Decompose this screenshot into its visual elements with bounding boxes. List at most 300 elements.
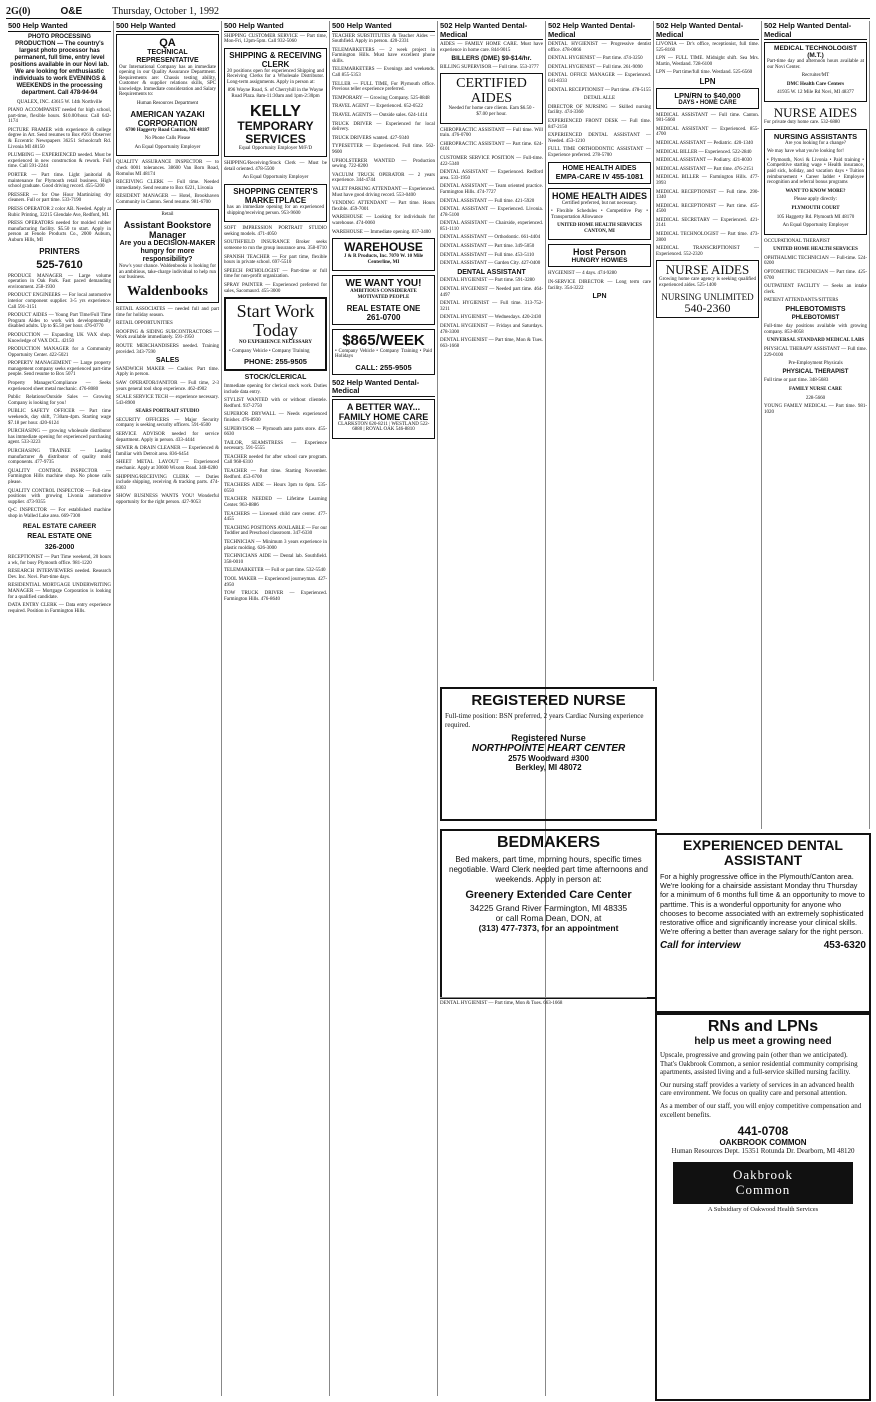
rns-subtitle: help us meet a growing need [694,1036,832,1047]
ad-dental-asst-5: DENTAL ASSISTANT — Chairside, experienced. 851-1110 [440,221,543,232]
ad-kelly-eoe: Equal Opportunity Employer M/F/D [238,145,313,151]
ad-wwy-company: REAL ESTATE ONE [346,303,421,313]
ad-teachers: TEACHERS — Licensed child care center. 477-4455 [224,511,327,523]
ad-product-aides: PRODUCT AIDES — Young Part Time/Full Time Program Aides to work with developmentally disabled adults. Up to $5.50 per hour. 476-0770 [8,313,111,330]
ad-receptionist: RECEPTIONIST — Part Time weekend, 20 hours a wk, for busy Plymouth office. 981-1220 [8,555,111,566]
ad-certified-aides [440,73,543,123]
ad-pc-eoe: An Equal Opportunity Employer [782,223,849,229]
ad-empa-care [548,162,651,184]
ad-patient-attendants: PATIENT ATTENDANTS/SITTERS [764,298,839,304]
ad-sears: SEARS PORTRAIT STUDIO [135,409,200,415]
ad-teaching-positions: TEACHING POSITIONS AVAILABLE — For our Toddler and Preschool classroom. 347-6330 [224,525,328,537]
ad-tool-maker: TOOL MAKER — Experienced journeyman. 427-4950 [224,576,327,588]
ad-med-asst-3: MEDICAL ASSISTANT — Pediatric. 420-1340 [656,140,753,146]
ad-c6-hygienist-1: DENTAL HYGIENIST — Progressive dentist office. 478-0066 [548,42,651,53]
ad-experienced-dental-assistant [655,833,871,1013]
ad-certified-body: Needed for home care clients. Earn $6.50 - $7.00 per hour. [448,106,535,117]
rns-company: OAKBROOK COMMON [719,1138,807,1148]
ad-start-work-phone: PHONE: 255-9505 [244,357,307,367]
lower-note: DENTAL HYGIENIST — Part time, Mon & Tues. 663-1668 [440,1001,563,1006]
rns-phone: 441-0708 [737,1124,789,1139]
ad-nurse-aides-title: NURSE AIDES [773,104,858,120]
column-8 [762,21,870,829]
ad-hygienist-5: DENTAL HYGIENIST — Fridays and Saturdays. 478-3300 [440,324,543,335]
ad-med-recep-2: MEDICAL RECEPTIONIST — Part time. 455-4500 [656,203,759,215]
ad-phlebotomists: PHLEBOTOMISTS [785,306,846,314]
ad-real-estate-career: REAL ESTATE CAREER [22,522,97,530]
ad-yazaki-address: 6700 Haggerty Road Canton, MI 48187 [125,127,210,133]
ad-we-want-you [332,275,435,324]
ad-detail-alle: DETAIL ALLE [583,96,616,102]
ad-ortho-asst: FULL TIME ORTHODONTIC ASSISTANT — Experience preferred. 278-5700 [548,147,651,158]
ad-scale-service: SCALE SERVICE TECH — experience necessary. 543-8900 [116,395,219,406]
ad-nursing-unlimited [656,260,759,317]
ad-walden-logo: Waldenbooks [127,283,208,299]
ad-teller: TELLER — FULL TIME, For Plymouth office. Previous teller experience preferred. [332,81,435,93]
ad-yazaki-company: AMERICAN YAZAKI CORPORATION [130,109,205,128]
ad-press-operator: PRESS OPERATOR 2 color AB. Needed. Apply at Rubic Printing, 32215 Glendale Ave, Redford, MI. [8,207,111,218]
ad-typesetter: TYPESETTER — Experienced. Full time. 562-9600 [332,144,435,155]
ad-wwy-title: WE WANT YOU! [345,278,422,290]
ad-speech: SPEECH PATHOLOGIST — Part-time or full time for non-profit organization. [224,268,327,280]
ad-press-operators: PRESS OPERATORS needed for molded rubber manufacturing facility. $5.50 to start. Apply in person at Fenolo Products Co., 2000 Auburn, Auburn Hills, MI [8,221,111,243]
ad-yazaki-qa: QA [159,36,176,49]
ad-dental-asst-7: DENTAL ASSISTANT — Part time. 349-5050 [440,244,535,250]
ad-med-technologist: MEDICAL TECHNOLOGIST — Part time. 473-2800 [656,232,759,243]
ad-chiro-2: CHIROPRACTIC ASSISTANT — Part time. 624-6101 [440,141,543,153]
oakbrook-tagline: A Subsidiary of Oakwood Health Services [707,1205,819,1213]
ad-production: PRODUCTION — Expanding UK VAX shop. Knowledge of VAX DCL. 42150 [8,332,111,344]
ad-young-family: YOUNG FAMILY MEDICAL — Part time. 981-1020 [764,404,867,415]
ad-pt-body: Full time or part time. 348-5683 [764,378,829,384]
ad-spanish-teacher: SPANISH TEACHER — For part time, flexible hours in private school. 697-5510 [224,254,327,266]
ad-exp-dental-asst: EXPERIENCED DENTAL ASSISTANT — Needed. 453-1210 [548,133,651,144]
ad-start-work-noexp: NO EXPERIENCE NECESSARY [239,340,312,346]
ad-pc-company: PLYMOUTH COURT [791,205,840,211]
page-header [6,4,870,19]
ad-teachers-aide: TEACHERS AIDE — Hours 3pm to 6pm. 535-0550 [224,483,327,494]
ad-uhh-perks: • Flexible Schedules • Competitive Pay • Transportation Allowance [551,209,648,220]
ad-marketplace-title: SHOPPING CENTER'S MARKETPLACE [233,187,318,206]
section-heading-dental: 502 Help Wanted Dental-Medical [332,379,435,397]
rn-company: NORTHPOINTE HEART CENTER [471,743,626,754]
ad-security: SECURITY OFFICERS — Major Security company is seeking security officers. 591-6500 [116,417,219,429]
section-heading: 502 Help Wanted Dental-Medical [656,22,759,40]
ad-dental-asst-6: DENTAL ASSISTANT — Orthodontic. 661-4404 [440,235,541,241]
ad-presser: PRESSER — for One Hour Martinizing dry cleaners. Full or part time. 533-7190 [8,192,111,204]
ad-purchasing: PURCHASING — growing wholesale distributor has immediate opening for experienced purchasing agent. 533-3223 [8,429,111,446]
ad-dental-asst-4: DENTAL ASSISTANT — Experienced. Livonia. 478-5100 [440,207,543,218]
ad-med-asst-5: MEDICAL ASSISTANT — Part time. 476-2151 [656,166,754,172]
ad-dmc-recruiter: Recruiter/MT [801,73,830,79]
ad-public-safety: PUBLIC SAFETY OFFICER — Part time weekends, day shift, 7:30am-4pm. Starting wage $7.18 per hour. 420-6124 [8,409,111,426]
ad-nu-title: NURSE AIDES [665,262,750,278]
ad-piano: PIANO ACCOMPANIST needed for high school, part-time, flexible hours. $10.00/hour. Call 642-1174 [8,108,111,125]
ad-truck-driver: TRUCK DRIVER — Experienced for local delivery. [332,121,435,133]
ad-billers: BILLERS (DME) $9-$14/hr. [451,55,532,63]
ad-supervisor: SUPERVISOR — Plymouth auto parts store. 455-6630 [224,426,327,438]
ad-telemarketers-1: TELEMARKETERS — 2 week project in Farmington Hills. Must have excellent phone skills. [332,47,435,64]
ad-inservice: IN-SERVICE DIRECTOR — Long term care facility. 354-3222 [548,280,651,291]
ad-dental-asst-3: DENTAL ASSISTANT — Full time. 421-5920 [440,198,535,204]
ad-lpn-westland: LPN — Part time/full time. Westland. 525-6560 [656,70,753,76]
ad-teacher-2: TEACHER — Part time. Starting November. Redford. 453-6700 [224,469,327,480]
ad-865-perks: • Company Vehicle • Company Training • Paid Holidays [335,348,432,360]
ad-valet: VALET PARKING ATTENDANT — Experienced. Must have good driving record. 553-0400 [332,186,436,198]
newspaper-name: O&E [60,5,83,17]
rns-address: Human Resources Dept. 15351 Rotunda Dr. Dearborn, MI 48120 [671,1147,855,1156]
ad-tow-truck: TOW TRUCK DRIVER — Experienced. Farmington Hills. 476-8640 [224,591,327,602]
ad-nu-body: Growing home care agency is seeking qualified experienced aides. 525-1400 [659,277,756,289]
rn-body: Full-time position: BSN preferred, 2 years Cardiac Nursing experience required. [445,712,644,729]
ad-stock-clerical-body: Immediate opening for clerical stock work. Duties include data entry. [224,383,327,395]
ad-photo-processing: PHOTO PROCESSING PRODUCTION — The country's largest photo processor has permanent, full time, entry level positions available in our Novi lab. We are looking for enthusiastic individuals to work EVENINGS & WEEKENDS in the processing department. Call 478-94-94 [10,33,109,96]
ad-spray-painter: SPRAY PAINTER — Experienced preferred for sales, Sacomaurd. 455-3000 [224,282,327,294]
ad-qualex: QUALEX, INC. 43615 W. 14th Northville [16,99,103,105]
ad-yazaki-body: Our International Company has an immediate opening in our Quality Assurance Department. Requirements are: Chassis testing ability, Customer & supplier relations skills, SPC knowledge. Immediate consideration and Salary Requirements to: [119,64,216,98]
ad-start-work-perks: • Company Vehicle • Company Training [229,348,310,354]
ad-mortgage: RESIDENTIAL MORTGAGE UNDERWRITING MANAGER — Mortgage Corporation is looking for a qualified candidate. [8,583,111,600]
ad-livonia: LIVONIA — Dr's office, receptionist, full time. 525-8160 [656,42,759,53]
ad-travel-agent: TRAVEL AGENT — Experienced. 652-0522 [332,104,423,110]
ad-pt-assistant: PHYSICAL THERAPY ASSISTANT — Full time. 229-0100 [764,347,867,358]
ad-uhh-company: UNITED HOME HEALTH SERVICES CANTON, MI [557,223,642,234]
ad-teacher-1: TEACHER needed for after school care program. Call 968-6310 [224,454,327,466]
ad-retail-associates: RETAIL ASSOCIATES — needed full and part time for holiday season. [116,306,219,318]
ad-med-asst-1: MEDICAL ASSISTANT — Full time. Canton. 981-5660 [656,112,759,124]
section-heading: 500 Help Wanted [224,22,327,32]
ad-pc-intro: We may have what you're looking for! [767,149,844,155]
ad-hungry-howies: HUNGRY HOWIES [571,257,628,265]
ad-wwy-sub: AMBITIOUS CONSIDERATE MOTIVATED PEOPLE [350,289,417,300]
ad-truck-drivers: TRUCK DRIVERS wanted. 427-9340 [332,135,409,141]
ad-qc-inspector-1: QUALITY CONTROL INSPECTOR — Farmington Hills machine shop. No phone calls please. [8,468,111,485]
ad-hygienist-4: DENTAL HYGIENIST — Wednesdays. 420-2430 [440,315,542,321]
section-heading: 500 Help Wanted [8,22,111,32]
ad-c6-hygienist-3: DENTAL HYGIENIST — Full time. 261-9090 [548,64,643,70]
ad-warehouse-1: WAREHOUSE — Looking for individuals for warehouse. 474-0060 [332,215,435,226]
ad-shipping-cs: SHIPPING CUSTOMER SERVICE — Part time, Mon-Fri, 12pm-5pm. Call 932-5060 [224,33,327,45]
ad-roofing: ROOFING & SIDING SUBCONTRACTORS — Work available immediately. 591-1950 [116,329,219,341]
ad-jr-title: WAREHOUSE [344,240,423,255]
ad-kelly [224,48,327,158]
ad-fhc-title: A BETTER WAY... FAMILY HOME CARE [338,401,429,422]
ad-physical-therapist: PHYSICAL THERAPIST [782,368,849,375]
ad-show-business: SHOW BUSINESS WANTS YOU! Wonderful opportunity for the right person. 427-9053 [116,494,219,505]
ad-med-biller-1: MEDICAL BILLER — Experienced. 522-2840 [656,149,752,155]
ad-kelly-address: 896 Wayne Road, S. of Cherryhill in the Wayne Road Plaza. 8am-11:30am and 1pm-2:30pm [227,88,324,100]
ad-aides-title: AIDES [470,91,513,107]
ad-lpn-rn [656,88,759,109]
ad-host-person [548,244,651,267]
column-2 [114,21,222,1396]
ad-director-nursing: DIRECTOR OF NURSING — Skilled nursing facility. 474-3360 [548,104,651,116]
issue-date: Thursday, October 1, 1992 [112,5,219,17]
ad-porter: PORTER — Part time. Light janitorial & maintenance for Plymouth retail business. High school graduate. Good driving record. 455-5200 [8,173,111,190]
rn-address: 2575 Woodward #300 [508,754,589,763]
ad-warehouse-2: WAREHOUSE — Immediate opening. 837-3400 [332,229,431,235]
eda-title: EXPERIENCED DENTAL ASSISTANT [683,837,843,868]
ad-qa-inspector: QUALITY ASSURANCE INSPECTOR — to check 0001 tolerances. 38600 Van Born Road, Romulus MI 48174 [116,160,219,177]
ad-hygienist-4days: HYGIENIST — 4 days. 474-9280 [548,271,617,277]
ad-walden-title: Assistant Bookstore Manager [123,220,212,241]
ad-superior-drywall: SUPERIOR DRYWALL — Needs experienced finisher. 476-8930 [224,412,327,423]
ad-real-estate-phone: 326-2000 [44,544,75,552]
ad-qc-inspector-2: QUALITY CONTROL INSPECTOR — Full-time positions with growing Livonia automotive supplier. 473-9355 [8,488,111,505]
ad-united-home-health [548,188,651,241]
ad-shipping-stock: SHIPPING/Receiving/Stock Clerk — Must be detail oriented. 478-5500 [224,161,327,172]
ad-family-nurse-phone: 228-5660 [805,395,826,401]
ad-med-biller-2: MEDICAL BILLER — Farmington Hills. 477-3993 [656,175,759,186]
ad-office-manager: DENTAL OFFICE MANAGER — Experienced. 641-8333 [548,73,651,84]
ad-shipping-receiving: SHIPPING/RECEIVING CLERK — Duties include shipping, receiving & tracking parts. 474-8303 [116,474,219,491]
ad-teacher-subs: TEACHER SUBSTITUTES & Teacher Aides — Southfield. Apply in person. 420-2331 [332,33,435,45]
ad-receiving-clerk: RECEIVING CLERK — Full time. Needed immediately. Send resume to Box 6221, Livonia [116,180,219,191]
ad-technicians-aide: TECHNICIANS AIDE — Dental lab. Southfield. 358-0010 [224,554,327,565]
ad-kelly-services: SERVICES [245,131,306,146]
ad-marketplace-body: has an immediate opening for an experienced shipping/receiving person. 953-9600 [227,205,324,216]
column-5-lower [440,997,647,1390]
ad-pc-perks: • Plymouth, Novi & Livonia • Paid training • Competitive starting wage • Health insurance, paid sick, holiday, and vacation days • Tuition reimbursement • Career ladder • Employee recognition and referral bonus programs [767,157,864,186]
bedmakers-address: 34225 Grand River Farmington, MI 48335 [469,903,628,913]
ad-dental-asst-1: DENTAL ASSISTANT — Experienced. Redford area. 533-1950 [440,170,543,181]
ad-dental-asst-8: DENTAL ASSISTANT — Full time. 453-5110 [440,252,535,258]
ad-upholsterer: UPHOLSTERER WANTED — Production sewing. 722-8200 [332,158,435,170]
eda-phone: 453-6320 [823,940,866,952]
ad-telemarketer: TELEMARKETER — Full or part time. 532-5540 [224,568,326,574]
ad-certified-title: CERTIFIED [456,76,527,92]
ad-vending: VENDING ATTENDANT — Part time. Hours flexible. 459-7001 [332,201,435,212]
ad-plumbing: PLUMBING — EXPERIENCED needed. Must be experienced in new construction & rework. Full time. Call 591-2244 [8,153,111,170]
ad-pre-employment: Pre-Employment Physicals [788,361,843,367]
ad-start-work-title: Start Work Today [236,301,315,341]
ad-lpn-fulltime: LPN — FULL TIME. Midnight shift. Sea Mrs. Martin, Westland. 728-6100 [656,56,759,67]
ad-lpnrn-title: LPN/RN to $40,000 [674,90,741,100]
rns-body-2: Our nursing staff provides a variety of services in an advanced health care environment. We focus on quality care and personal attention. [660,1080,855,1098]
ad-ophthalmic: OPHTHALMIC TECHNICIAN — Full-time. 524-0200 [764,255,867,267]
ad-resident-manager: RESIDENT MANAGER — Hotel, Brookhaven Community in Canton. Send resume. 981-6700 [116,194,219,205]
ad-dental-asst-9: DENTAL ASSISTANT — Garden City. 427-0400 [440,261,541,267]
ad-pc-apply: Please apply directly: [793,197,838,203]
ad-jr-products [332,238,435,271]
ad-yazaki-nocalls: No Phone Calls Please [144,136,191,142]
ad-jr-body: J & R Products, Inc. 7070 W. 10 Mile Centerline, MI [343,254,424,265]
ad-dental-asst-title: DENTAL ASSISTANT [457,268,526,276]
ad-optometric: OPTOMETRIC TECHNICIAN — Part time. 425-6700 [764,270,867,281]
ad-kelly-logo: KELLY [250,102,301,120]
ad-lpn: LPN [592,293,607,301]
ad-service-advisor: SERVICE ADVISOR needed for service department. Apply in person. 433-4444 [116,432,219,443]
ad-walden-hook: Are you a DECISION-MAKER hungry for more responsibility? [119,240,216,264]
ad-hygienist-6: DENTAL HYGIENIST — Part time, Mon & Tues. 663-1668 [440,338,543,349]
ad-soft-impression: SOFT IMPRESSION PORTRAIT STUDIO seeking models. 471-4050 [224,226,327,237]
ad-teacher-needed: TEACHER NEEDED — Lifetime Learning Center. 963-8886 [224,497,327,509]
ad-product-engineers: PRODUCT ENGINEERS — For local automotive interior component supplier. 3-5 yrs experience. Call 591-3151 [8,293,111,310]
ad-real-estate-one: REAL ESTATE ONE [27,533,92,541]
eda-body: For a highly progressive office in the Plymouth/Canton area. We're looking for a chairside assistant Monday thru Thursday for a minimum of 6 months full time & an opportunity to move to parttime. This is a wonderful opportunity for anyone who chooses to become associated with an extremely sophisticated restorative office and significantly increase your clinical skills. We're offering a better than average salary for the right person. [660,872,865,937]
ad-waldenbooks [116,209,219,303]
ad-empa-title: HOME HEALTH AIDES [562,164,637,172]
ad-data-entry: DATA ENTRY CLERK — Data entry experience required. Position in Farmington Hills. [8,603,111,614]
ad-c6-hygienist-2: DENTAL HYGIENIST — Part time. 474-3250 [548,56,643,62]
ad-fhc-offices: CLARKSTON 620-8211 | WESTLAND 522-6880 | ROYAL OAK 546-8810 [337,421,430,433]
ad-med-secretary: MEDICAL SECRETARY — Experienced. 421-2141 [656,217,759,229]
ad-universal: UNIVERSAL STANDARD MEDICAL LABS [766,338,865,344]
ad-marketplace [224,184,327,222]
ad-hygienist-1: DENTAL HYGIENIST — Part time. 591-3280 [440,278,535,284]
ad-walden-retail: Retail [161,211,174,217]
ad-aides: AIDES — FAMILY HOME CARE. Must have experience in home care. 844-9015 [440,42,543,53]
ad-eoe: An Equal Opportunity Employer [242,175,309,181]
ad-phlebotomist: PHLEBOTOMIST [791,314,840,321]
ad-kelly-body: 20 positions open for experienced Shipping and Receiving Clerks for a Wholesale Distributor. Long-term assignments. Apply in person at: [227,68,324,85]
ad-empa-phone: EMPA-CARE IV 455-1081 [555,171,644,181]
section-heading: 500 Help Wanted [116,22,219,32]
bedmakers-company: Greenery Extended Care Center [465,889,632,901]
ad-registered-nurse [440,687,657,821]
ad-bedmakers [440,829,657,999]
ad-qc-inspector-3: Q-C INSPECTOR — For established machine shop in Walled Lake area. 669-7300 [8,508,111,519]
ad-public-relations: Public Relations/Outside Sales — Growing Company is looking for you! [8,395,111,406]
section-heading: 500 Help Wanted [332,22,435,32]
ad-yazaki [116,34,219,157]
column-1 [6,21,114,1396]
rns-body-1: Upscale, progressive and growing pain (other than we anticipated). That's Oakbrook Common, a senior residential community comprising apartments, assisted living and a full-service skilled nursing facility. [660,1051,858,1077]
ad-med-recep-1: MEDICAL RECEPTIONIST — Full time. 290-1340 [656,189,759,201]
ad-uhh-body: Certified preferred, but not necessary. [561,200,638,206]
rn-subtitle: Registered Nurse [511,733,586,743]
ad-purchasing-trainee: PURCHASING TRAINEE — Leading manufacturer & distributor of quality mold components. 477-9735 [8,449,111,466]
ad-telemarketers-2: TELEMARKETERS — Evenings and weekends. Call 855-5353 [332,67,435,79]
ad-picture-framer: PICTURE FRAMER with experience & college degree in Art. Send resumes to Box #261 Observer & Eccentric Newspapers 36251 Schoolcraft Rd. Livonia MI 48150 [8,127,111,150]
rns-title: RNs and LPNs [707,1018,819,1035]
ad-uhh-title: HOME HEALTH AIDES [551,190,647,201]
ad-wwy-phone: 261-0700 [366,312,401,322]
ad-sheet-metal: SHEET METAL LAYOUT — Experienced mechanic. Apply at 30600 Wixom Road. 348-0280 [116,460,219,472]
section-heading: 502 Help Wanted Dental-Medical [440,22,543,40]
ad-lpnrn-sub: DAYS • HOME CARE [678,99,737,106]
ad-hygienist-2: DENTAL HYGIENIST — Needed part time. 464-4497 [440,287,543,298]
ad-research: RESEARCH INTERVIEWERS needed. Research Dev. Inc. Novi. Part-time days. [8,569,111,580]
bedmakers-body: Bed makers, part time, morning hours, specific times negotiable. Ward Clerk needed part time afternoons and weekends. Apply in person at: [449,855,648,884]
ad-pc-address: 105 Haggerty Rd. Plymouth MI 48170 [776,214,855,220]
ad-start-work [224,297,327,371]
column-7 [654,21,762,829]
classified-columns [6,21,870,1396]
printers-phone: 525-7610 [36,258,83,271]
ad-vacuum-truck: VACUUM TRUCK OPERATOR — 2 years experience. 344-4744 [332,172,435,184]
ad-yazaki-dept: Human Resources Department [136,101,199,107]
bedmakers-call: or call Roma Dean, DON, at [495,913,602,923]
ad-lpn-title: LPN [699,76,716,86]
ad-nu-company: NURSING UNLIMITED [661,291,754,302]
ad-outpatient: OUTPATIENT FACILITY — Seeks an intake clerk. [764,284,867,295]
ad-southfield-insurance: SOUTHFIELD INSURANCE Broker seeks someone to run the group insurance area. 358-0710 [224,240,327,251]
ad-uhh-2: UNITED HOME HEALTH SERVICES [773,247,858,253]
ad-dmc-body: Part-time day and afternoon hours available at our Novi Center. [767,59,864,70]
bedmakers-title: BEDMAKERS [496,834,601,851]
ad-stock-clerical: STOCK/CLERICAL [244,374,307,382]
ad-temporary: TEMPORARY — Growing Company. 525-8848 [332,95,430,101]
ad-printers: PRINTERS [39,246,80,256]
ad-family-home-care [332,399,435,439]
ad-phleb-body: Full-time day positions available with growing company. 853-8058 [764,324,867,335]
ad-med-transcription: MEDICAL TRANSCRIPTIONIST — Experienced. 552-2320 [656,246,759,257]
ad-nurse-aides-body: For private duty home care. 532-6880 [764,119,840,125]
ad-production-manager: PRODUCTION MANAGER for a Community Opportunity Center. 422-5021 [8,347,111,358]
ad-865-title: $865/WEEK [342,331,425,349]
section-heading: 502 Help Wanted Dental-Medical [764,22,867,40]
ad-dmc-address: 41935 W. 12 Mile Rd Novi, MI 48377 [777,90,854,96]
ad-front-desk: EXPERIENCED FRONT DESK — Full time. 847-2150 [548,118,651,130]
oakbrook-logo-line1: Oakbrook [733,1166,793,1182]
ad-saw-operator: SAW OPERATOR/JANITOR — Full time, 2-3 years general tool shop experience. 462-4902 [116,380,219,392]
ad-technician: TECHNICIAN — Minimum 3 years experience in plastic molding. 626-3000 [224,540,327,551]
ad-retail-opportunities: RETAIL OPPORTUNITIES [116,321,173,327]
ad-stylist: STYLIST WANTED with or without clientele. Redford. 937-2750 [224,398,327,409]
ad-sewer: SEWER & DRAIN CLEANER — Experienced & familiar with Detroit area. 836-6454 [116,446,219,457]
ad-yazaki-title: TECHNICAL REPRESENTATIVE [136,48,199,64]
ad-med-asst-2: MEDICAL ASSISTANT — Experienced. 855-4700 [656,126,759,138]
ad-sales: SALES [155,357,180,365]
ad-865-week [332,329,435,375]
ad-plymouth-court [764,129,867,235]
ad-customer-service: CUSTOMER SERVICE POSITION — Full-time. 422-5340 [440,155,543,167]
oakbrook-logo-line2: Common [735,1181,791,1197]
ad-hygienist-3: DENTAL HYGIENIST — Full time. 313-752-3211 [440,301,543,312]
ad-family-nurse: FAMILY NURSE CARE [789,386,842,392]
ad-billing-supervisor: BILLING SUPERVISOR — Full time. 553-3777 [440,64,539,70]
ad-walden-body: Now's your chance. Waldenbooks is looking for an ambitious, take-charge individual to help run our business. [119,264,216,281]
ad-travel-agents: TRAVEL AGENTS — Outside sales. 624-1414 [332,113,428,119]
ad-property-management: PROPERTY MANAGEMENT — Large property management company seeks experienced part-time people. Send resume to Box 5071 [8,361,111,378]
ad-dmc [764,42,867,102]
ad-host-title: Host Person [572,247,626,258]
ad-dmc-company: DMC Health Care Centers [786,81,845,87]
ad-kelly-temporary: TEMPORARY [237,118,314,133]
column-3 [222,21,330,1396]
ad-occ-therapist: OCCUPATIONAL THERAPIST [764,238,830,244]
ad-rns-lpns [655,1013,871,1401]
ad-dmc-title: MEDICAL TECHNOLOGIST (M.T.) [774,45,857,59]
ad-865-phone: CALL: 255-9505 [355,362,412,372]
ad-property-compliance: Property Manager/Compliance — Seeks experienced sheet metal mechanic. 476-8080 [8,381,111,392]
bedmakers-phone: (313) 477-7373, for an appointment [478,923,619,933]
ad-sandwich: SANDWICH MAKER — Cashier. Part time. Apply in person. [116,366,219,378]
ad-tailor: TAILOR, SEAMSTRESS — Experience necessary. 591-5555 [224,440,327,452]
ad-nu-phone: 540-2360 [684,300,731,315]
ad-produce-manager: PRODUCE MANAGER — Large volume operation in Oak Park. Fast paced demanding environment. 258-1930 [8,273,111,290]
ad-pc-title: NURSING ASSISTANTS [773,131,858,141]
page-number: 2G(0) [6,5,31,17]
ad-route-merch: ROUTE MERCHANDISERS needed. Training provided. 343-7590 [116,343,219,355]
ad-dental-recep: DENTAL RECEPTIONIST — Part time. 478-5155 [548,87,651,93]
section-heading: 502 Help Wanted Dental-Medical [548,22,651,40]
oakbrook-logo [673,1162,853,1204]
column-4 [330,21,438,1396]
eda-call: Call for interview [660,940,741,952]
ad-pc-more: WANT TO KNOW MORE? [785,188,846,194]
column-6 [546,21,654,681]
ad-dental-asst-2: DENTAL ASSISTANT — Team oriented practice. Farmington Hills. 474-7727 [440,184,543,195]
ad-chiro-1: CHIROPRACTIC ASSISTANT — Full time. Will train. 476-0700 [440,127,543,139]
ad-yazaki-eoe: An Equal Opportunity Employer [134,144,201,150]
ad-kelly-title: SHIPPING & RECEIVING CLERK [229,50,322,69]
ad-pc-change: Are you looking for a change? [785,140,846,146]
rn-city: Berkley, MI 48072 [515,763,582,772]
rn-title: REGISTERED NURSE [471,692,626,709]
rns-body-3: As a member of our staff, you will enjoy competitive compensation and excellent benefits. [660,1101,862,1119]
